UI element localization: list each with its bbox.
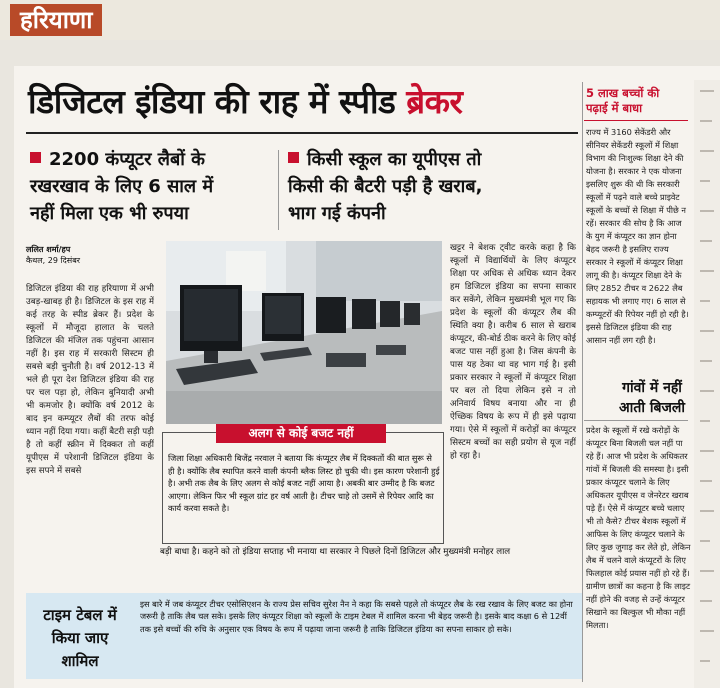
subhead-2-line3: भाग गई कंपनी: [288, 203, 386, 224]
byline: [26, 244, 80, 266]
article-column-3: खट्टर ने बेशक ट्वीट करके कहा है कि स्कूलों में विद्यार्थियों के लिए कंप्यूटर शिक्षा पर अधिक से अधिक ध्यान देकर हम डिजिटल इंडिया का सपना साकार कर सकेंगे, लेकिन मुख्यमंत्री भूल गए कि प्रदेश के स्कूलों की कंप्यूटर लैब की स्थिति क्या है। करीब 6 साल से खराब कंप्यूटर, की-बोर्ड ठीक करने के लिए कोई बजट पास नहीं हुआ है। जिस कंपनी के पास यह ठेका था वह भाग गई है। इसी प्रकार सरकार ने स्कूलों में कंप्यूटर शिक्षा पर बल तो दिया लेकिन इसे न तो अनिवार्य विषय बनाया और ना ही ऐच्छिक विषय के रूप में ही इसे पढ़ाया गया। ऐसे में स्कूलों में करोड़ों का कंप्यूटर सिस्टम बच्चों का सही प्रयोग से यूज नहीं हो रहा है।: [450, 243, 576, 461]
headline-part2: ब्रेकर: [406, 82, 463, 121]
subhead-1: [30, 146, 270, 227]
timetable-title-line2: किया जाए: [51, 629, 109, 647]
subhead-1-line3: नहीं मिला एक भी रुपया: [30, 203, 189, 224]
article-continuation: बड़ी बाधा है। कहने को तो इंडिया सप्ताह भी मनाया था सरकार ने पिछले दिनों डिजिटल और मुख्यमंत्री मनोहर लाल: [160, 547, 511, 557]
section-label: हरियाणा: [10, 4, 102, 36]
subhead-1-line2: रखरखाव के लिए 6 साल में: [30, 176, 214, 197]
subhead-2-line2: किसी की बैटरी पड़ी है खराब,: [288, 176, 483, 197]
headline: [28, 80, 578, 124]
subhead-2: [288, 146, 578, 227]
timetable-title-line1: टाइम टेबल में: [43, 606, 117, 624]
sidebar-heading-2: [612, 378, 692, 418]
article-column-1: डिजिटल इंडिया की राह हरियाणा में अभी उबड़-खाबड़ ही है। डिजिटल के इस राह में कई तरह के स्पीड ब्रेकर हैं। प्रदेश के स्कूलों में मौजूदा हालात के चलते डिजिटल की मंजिल तक पहुंचना आसान नहीं है। इस राह में सरकारी सिस्टम ही सबसे बड़ी चुनौती है। वर्ष 2012-13 में भले ही पूरा देश डिजिटल इंडिया की राह पर चल पड़ा हो, लेकिन बुनियादी अभी भी कमजोर है। क्योंकि वर्ष 2012 के बाद इन कम्प्यूटर लैबों की तरफ कोई ध्यान नहीं दिया गया। कहीं बैटरी सड़ी पड़ी है तो कहीं स्क्रीन में दिक्कत तो कहीं यूपीएस में परेशानी डिजिटल इंडिया के इस सपने में सबसे: [26, 284, 154, 476]
headline-rule: [26, 132, 578, 134]
sidebar-heading-2-line2: आती बिजली: [619, 400, 685, 416]
headline-part1: डिजिटल इंडिया की राह में स्पीड: [28, 82, 407, 121]
adjacent-page-texture: [694, 80, 720, 688]
info-box-text: जिला शिक्षा अधिकारी बिजेंद्र नरवाल ने बताया कि कंप्यूटर लैब में दिक्कतों की बात सुरू से ही है। क्योंकि लैब स्थापित करने वाली कंपनी ब्लैक लिस्ट हो चुकी थी। इस कारण परेशानी हुई है। अभी तक लैब के लिए अलग से कोई बजट नहीं आया है। अबकी बार उम्मीद है कि बजट आएगा। लेकिन फिर भी स्कूल ग्रांट हर वर्ष आती है। टीचर चाहे तो उसमें से रिपेयर आदि का कार्य करवा सकते है।: [168, 453, 440, 514]
timetable-text: इस बारे में जब कंप्यूटर टीचर एसोसिएशन के राज्य प्रेस सचिव सुरेश नैन ने कहा कि सबसे पहले तो कंप्यूटर लैब के रख रखाव के लिए बजट का होना जरूरी है ताकि लैब चल सके। इसके लिए कंप्यूटर शिक्षा को स्कूलों के टाइम टेबल में शामिल करना भी बेहद जरूरी है। इसके बाद कक्षा 6 से 12वीं तक इसे बच्चों की रुचि के अनुसार एक विषय के रूप में पढ़ाया जाना जरूरी है ताकि डिजिटल इंडिया का सपना साकार हो सके।: [140, 599, 573, 634]
bullet-square-icon: [30, 152, 41, 163]
sidebar-text-1: राज्य में 3160 सेकेंडरी और सीनियर सेकेंडरी स्कूलों में शिक्षा विभाग की निःशुल्क शिक्षा देने की योजना है। सरकार ने एक योजना इसलिए शुरू की थी कि सरकारी स्कूलों में पढ़ने वाले बच्चे प्राइवेट स्कूलों के बच्चों से शिक्षा में पीछे न रहें। सरकार की सोच है कि आज के युग में कंप्यूटर का ज्ञान होना बेहद जरूरी है इसलिए राज्य सरकार ने स्कूलों में कंप्यूटर शिक्षा लागू की है। कंप्यूटर शिक्षा देने के लिए 2852 टीचर व 2622 लैब सहायक भी लगाए गए। 6 साल से कम्प्यूटरों की रिपेयर नहीं हो रही है। इससे डिजिटल इंडिया की राह आसान नहीं लग रही है।: [586, 127, 689, 345]
sidebar-heading-1-line2: पढ़ाई में बाधा: [586, 101, 643, 115]
sidebar-text-2: प्रदेश के स्कूलों में रखे करोड़ों के कंप्यूटर बिना बिजली चल नहीं पा रहे हैं। आज भी प्रदेश के अधिकतर गांवों में बिजली की समस्या है। इसी प्रकार कंप्यूटर चलाने के लिए अधिकतर यूपीएस व जेनरेटर खराब पड़े हैं। ऐसे में कंप्यूटर बच्चे चलाए भी तो कैसे? टीचर बेशक स्कूलों में आफिस के लिए कंप्यूटर चलाने के लिए कुछ जुगाड़ कर लेते हो, लेकिन लैब में चलने वाले कंप्यूटरों के लिए फिलहाल कोई प्रयास नहीं हो रहे हैं। ग्रामीण छात्रों का कहना है कि लाइट नहीं होने की वजह से उन्हें कंप्यूटर सिखाने का बिल्कुल भी मौका नहीं मिलता।: [586, 425, 691, 630]
sidebar-rule: [584, 120, 688, 121]
byline-name: ललित शर्मा/हप: [26, 245, 71, 254]
sidebar-heading-2-line1: गांवों में नहीं: [622, 380, 682, 396]
sidebar-rule-2: [584, 420, 688, 421]
subhead-2-line1: किसी स्कूल का यूपीएस तो: [307, 149, 482, 170]
subhead-1-line1: 2200 कंप्यूटर लैबों के: [49, 149, 205, 170]
timetable-title: [30, 604, 130, 673]
computer-lab-photo: [166, 241, 442, 424]
sidebar-heading-1-line1: 5 लाख बच्चों की: [586, 86, 660, 100]
adjacent-page-edge: [694, 80, 720, 688]
timetable-title-line3: शामिल: [61, 652, 99, 670]
bullet-square-icon: [288, 152, 299, 163]
info-box-title: अलग से कोई बजट नहीं: [216, 424, 386, 443]
sidebar-heading-1: [586, 86, 688, 116]
sidebar-divider: [582, 82, 583, 682]
section-header-bar: [0, 0, 720, 40]
column-divider: [278, 150, 279, 230]
byline-place: कैथल, 29 दिसंबर: [26, 256, 81, 265]
computer-lab-illustration: [166, 241, 442, 424]
